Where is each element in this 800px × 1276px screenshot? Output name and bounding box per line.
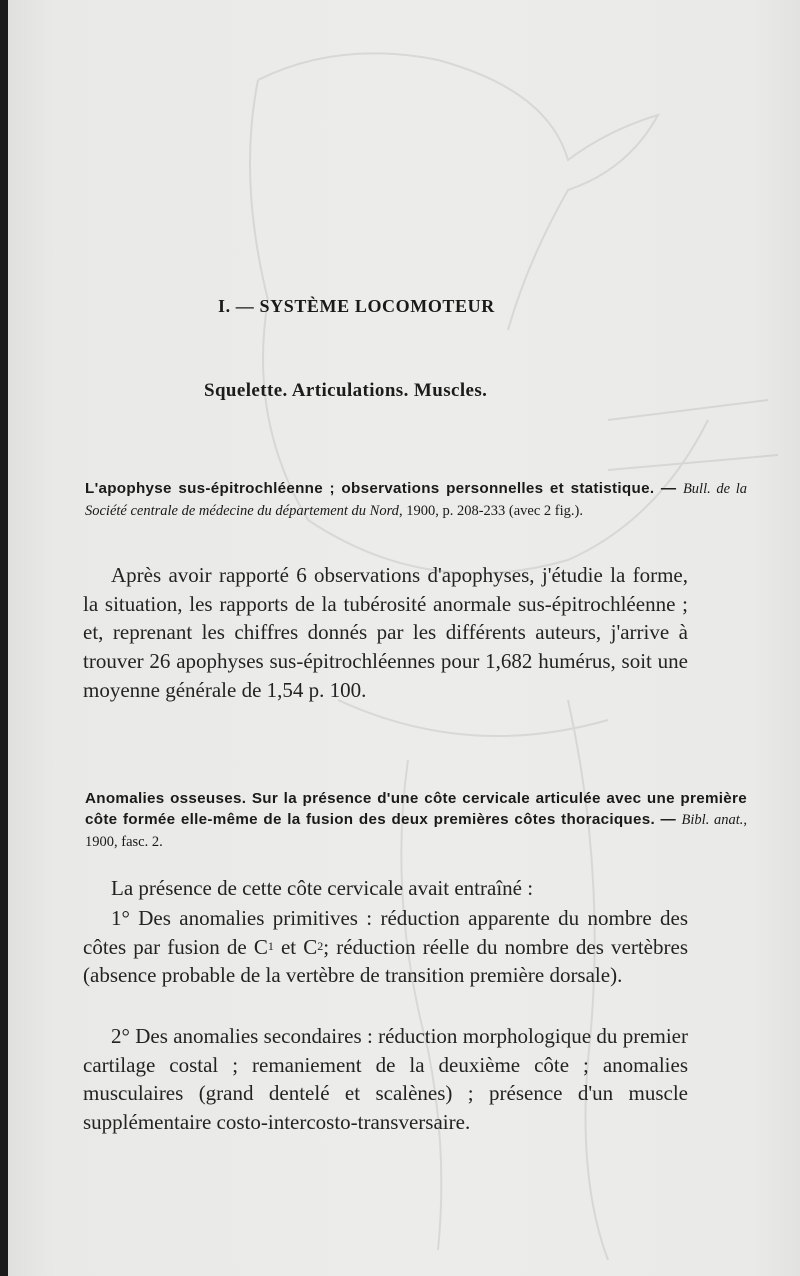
- reference-entry-2: [85, 788, 747, 853]
- entry-1-paragraph-text: Après avoir rapporté 6 observations d'apophyses, j'étudie la forme, la situation, les rapports de la tubérosité anormale sus-épitrochléenne ; et, reprenant les chiffres donnés par les différents auteurs, j'arrive à trouver 26 apophyses sus-épitrochléennes pour 1,682 humérus, soit une moyenne générale de 1,54 p. 100.: [83, 563, 688, 702]
- entry-2-primary-text-b: et C: [280, 934, 318, 959]
- entry-2-primary-text-c: ; réduction réelle du nombre des vertèbres (absence probable de la vertèbre de transition première dorsale).: [83, 934, 688, 988]
- section-heading: I. — SYSTÈME LOCOMOTEUR: [218, 296, 495, 316]
- entry-2-intro-text: La présence de cette côte cervicale avait entraîné :: [111, 876, 534, 900]
- subsection-heading: Squelette. Articulations. Muscles.: [204, 380, 488, 401]
- entry-1-paragraph: [83, 561, 688, 705]
- entry-1-source-details: , 1900, p. 208-233 (avec 2 fig.).: [398, 503, 583, 519]
- entry-2-paragraph-intro: [83, 874, 688, 903]
- entry-2-paragraph-secondary: [83, 1022, 688, 1137]
- book-page: [8, 0, 800, 1276]
- entry-2-secondary-text: 2° Des anomalies secondaires : réduction morphologique du premier cartilage costal ; remaniement de la deuxième côte ; anomalies musculaires (grand dentelé et scalènes) ; présence d'un muscle supplémentaire costo-intercosto-transversaire.: [83, 1024, 688, 1135]
- entry-2-source-details: , 1900, fasc. 2.: [85, 812, 747, 850]
- superscript-1: 1: [267, 938, 274, 953]
- entry-2-paragraph-primary: [83, 904, 688, 990]
- reference-entry-1: [85, 478, 747, 522]
- superscript-2: 2: [317, 938, 324, 953]
- entry-1-source: Bull. de la Société centrale de médecine du département du Nord: [85, 481, 747, 519]
- entry-1-title: L'apophyse sus-épitrochléenne ; observations personnelles et statistique. —: [85, 480, 677, 497]
- entry-2-title: Anomalies osseuses. Sur la présence d'une côte cervicale articulée avec une première côte formée elle-même de la fusion des deux premières côtes thoraciques. —: [85, 790, 747, 828]
- entry-2-primary-text-a: 1° Des anomalies primitives : réduction apparente du nombre des côtes par fusion de C: [83, 906, 688, 959]
- entry-2-source: Bibl. anat.: [681, 812, 744, 828]
